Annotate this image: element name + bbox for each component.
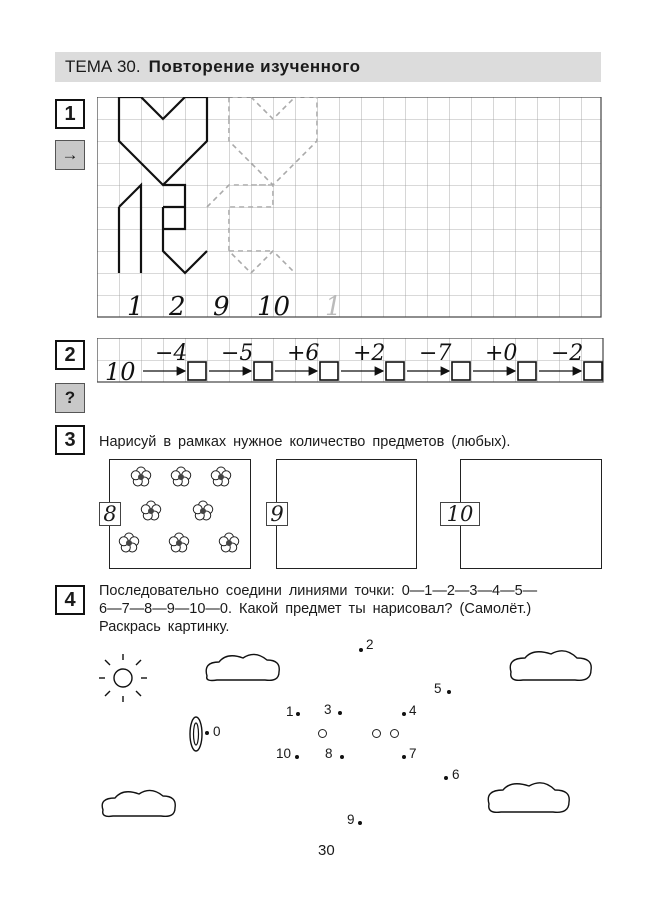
point-6-dot	[444, 776, 448, 780]
task-number-3: 3	[55, 425, 85, 455]
flowers-group	[109, 459, 251, 569]
cloud-icon	[206, 654, 279, 680]
digit-sample-1: 1	[127, 292, 144, 319]
cloud-icon	[488, 783, 569, 813]
answer-box[interactable]	[584, 362, 602, 380]
task4-instruction-line3: Раскрась картинку.	[99, 619, 230, 635]
chain-operation: −2	[551, 341, 584, 366]
answer-box[interactable]	[320, 362, 338, 380]
task2-chain	[97, 338, 605, 386]
task4-instruction-line1: Последовательно соедини линиями точки: 0—1—2—3—4—5—	[99, 583, 538, 599]
flower-icon	[119, 533, 138, 552]
point-3-dot	[338, 711, 342, 715]
answer-box[interactable]	[518, 362, 536, 380]
point-3-label: 3	[324, 702, 332, 717]
digit-sample-1-dashed: 1	[325, 292, 342, 319]
point-9-label: 9	[347, 812, 355, 827]
task-number-2: 2	[55, 340, 85, 370]
point-5-dot	[447, 690, 451, 694]
task-number-4: 4	[55, 585, 85, 615]
point-2-label: 2	[366, 637, 374, 652]
point-10-label: 10	[276, 746, 292, 761]
drawing-frame-9[interactable]	[276, 459, 417, 569]
chain-operation: −5	[221, 341, 254, 366]
frame-number-9: 9	[266, 502, 288, 526]
question-icon: ?	[55, 383, 85, 413]
window-circle	[318, 729, 327, 738]
task-number-1: 1	[55, 99, 85, 129]
digit-sample-10: 10	[257, 292, 291, 319]
cloud-icon	[102, 790, 175, 816]
point-1-dot	[296, 712, 300, 716]
point-9-dot	[358, 821, 362, 825]
digit-sample-2: 2	[169, 292, 186, 319]
flower-icon	[193, 501, 212, 520]
point-4-label: 4	[409, 703, 417, 718]
chain-operation: −4	[155, 341, 188, 366]
task4-scene	[95, 648, 605, 838]
page-number: 30	[318, 842, 335, 859]
point-5-label: 5	[434, 681, 442, 696]
point-7-dot	[402, 755, 406, 759]
topic-title: ТЕМА 30. Повторение изученного	[65, 57, 361, 76]
point-1-label: 1	[286, 704, 294, 719]
point-0-label: 0	[213, 724, 221, 739]
point-0-dot	[205, 731, 209, 735]
frame-number-8: 8	[99, 502, 121, 526]
topic-header	[55, 52, 601, 82]
drawing-frame-10[interactable]	[460, 459, 602, 569]
window-circle	[372, 729, 381, 738]
flower-icon	[169, 533, 188, 552]
task3-instruction: Нарисуй в рамках нужное количество предметов (любых).	[99, 434, 511, 450]
answer-box[interactable]	[254, 362, 272, 380]
flower-icon	[131, 467, 150, 486]
arrow-right-icon: →	[55, 140, 85, 170]
point-4-dot	[402, 712, 406, 716]
chain-operation: +0	[485, 341, 518, 366]
point-2-dot	[359, 648, 363, 652]
window-circle	[390, 729, 399, 738]
chain-operation: +6	[287, 341, 320, 366]
answer-box[interactable]	[452, 362, 470, 380]
point-8-label: 8	[325, 746, 333, 761]
frame-number-10: 10	[440, 502, 480, 526]
task1-grid	[97, 97, 603, 319]
chain-start: 10	[105, 358, 136, 386]
flower-icon	[211, 467, 230, 486]
answer-box[interactable]	[386, 362, 404, 380]
flower-icon	[171, 467, 190, 486]
chain-operation: −7	[419, 341, 452, 366]
flower-icon	[219, 533, 238, 552]
answer-box[interactable]	[188, 362, 206, 380]
task4-instruction-line2: 6—7—8—9—10—0. Какой предмет ты нарисовал? (Самолёт.)	[99, 601, 532, 617]
point-6-label: 6	[452, 767, 460, 782]
chain-operation: +2	[353, 341, 386, 366]
point-10-dot	[295, 755, 299, 759]
cloud-icon	[510, 651, 591, 681]
digit-sample-9: 9	[213, 292, 230, 319]
sun-icon	[99, 654, 147, 702]
flower-icon	[141, 501, 160, 520]
point-7-label: 7	[409, 746, 417, 761]
propeller-icon	[190, 717, 202, 751]
point-8-dot	[340, 755, 344, 759]
